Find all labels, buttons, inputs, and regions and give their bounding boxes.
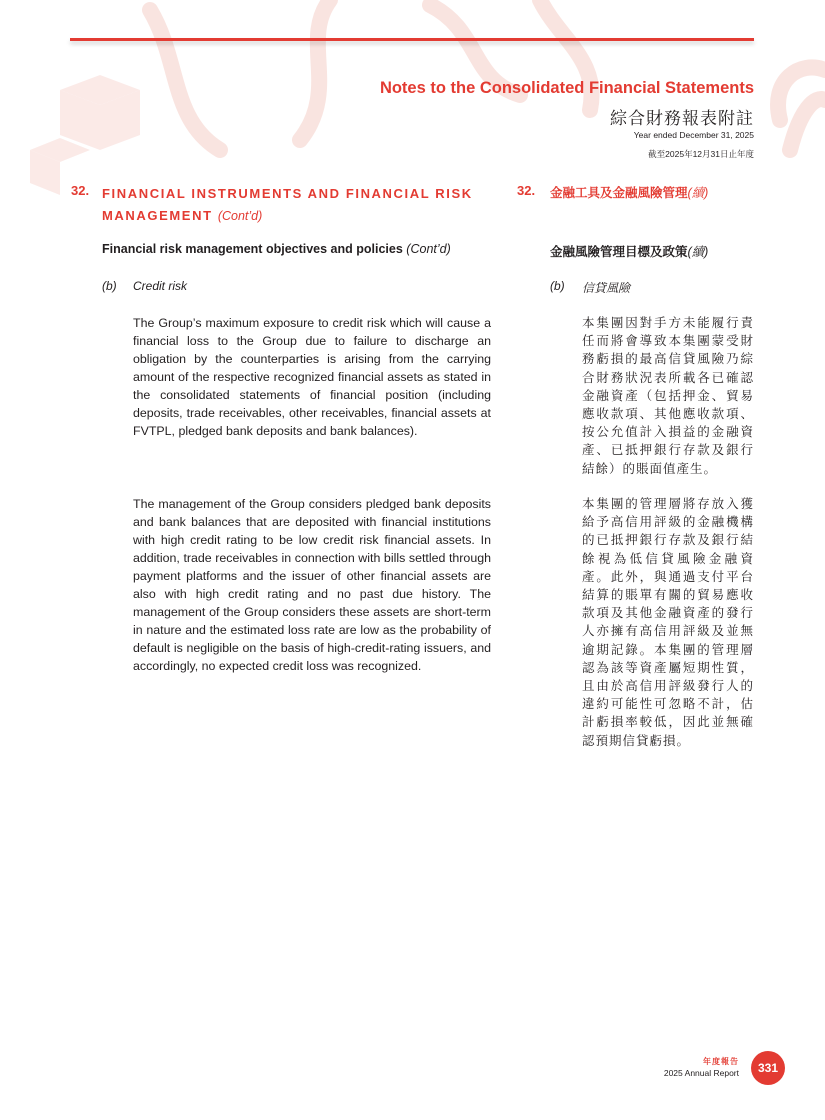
subsection-title-text: Financial risk management objectives and policies: [102, 242, 403, 256]
section-number: 32.: [71, 183, 90, 198]
page-title: Notes to the Consolidated Financial Statements: [379, 79, 754, 97]
subsection-cont-zh: (續): [687, 245, 709, 259]
subsection-title-zh: [550, 242, 708, 260]
page-title-zh: 綜合財務報表附註: [610, 109, 754, 128]
section-title-zh: [550, 183, 708, 201]
footer-report-en: 2025 Annual Report: [663, 1068, 739, 1078]
page-number-badge: 331: [751, 1051, 785, 1085]
subsection-title: [102, 242, 451, 256]
section-title-text: FINANCIAL INSTRUMENTS AND FINANCIAL RISK MANAGEMENT: [102, 186, 473, 223]
header-rule: [70, 38, 754, 41]
section-cont: (Cont’d): [217, 209, 263, 223]
section-cont-zh: (續): [687, 186, 709, 200]
subsection-title-zh-text: 金融風險管理目標及政策: [550, 245, 688, 259]
section-title: [102, 183, 492, 227]
footer-report-zh: 年度報告: [703, 1057, 739, 1066]
item-label: (b): [102, 279, 117, 293]
section-title-zh-text: 金融工具及金融風險管理: [550, 186, 688, 200]
item-title-zh: 信貸風險: [582, 281, 631, 295]
subsection-cont: (Cont’d): [406, 242, 451, 256]
period-label: Year ended December 31, 2025: [633, 130, 754, 140]
section-number-zh: 32.: [517, 183, 536, 198]
item-title: Credit risk: [133, 279, 188, 293]
period-label-zh: 截至2025年12月31日止年度: [648, 149, 754, 159]
paragraph-en-2: The management of the Group considers pledged bank deposits and bank balances that are deposited with financial institutions with high credit rating to be low credit risk financial assets. In addition, trade receivables in connection with bills settled through payment platforms and the issuer of other financial assets are also with high credit rating and no past due history. The management of the Group considers these assets are short-term in nature and the estimated loss rate are low as the probability of default is negligible on the basis of high-credit-rating issuers, and accordingly, no expected credit loss was recognized.: [133, 497, 491, 673]
item-label-zh: (b): [550, 279, 565, 293]
paragraph-zh-1: 本集團因對手方未能履行責任而將會導致本集團蒙受財務虧損的最高信貸風險乃綜合財務狀況表所載各已確認金融資產（包括押金、貿易應收款項、其他應收款項、按公允值計入損益的金融資產、已抵押銀行存款及銀行結餘）的賬面值產生。: [582, 316, 754, 476]
paragraph-zh-2: 本集團的管理層將存放入獲給予高信用評級的金融機構的已抵押銀行存款及銀行結餘視為低信貸風險金融資產。此外，與通過支付平台結算的賬單有關的貿易應收款項及其他金融資產的發行人亦擁有高信用評級及並無逾期記錄。本集團的管理層認為該等資產屬短期性質，且由於高信用評級發行人的違約可能性可忽略不計，估計虧損率較低，因此並無確認預期信貸虧損。: [582, 497, 754, 748]
paragraph-en-1: The Group’s maximum exposure to credit risk which will cause a financial loss to the Group due to failure to discharge an obligation by the counterparties is arising from the carrying amount of the respective recognized financial assets as stated in the consolidated statements of financial position (including deposits, trade receivables, other receivables, financial assets at FVTPL, pledged bank deposits and bank balances).: [133, 316, 491, 438]
